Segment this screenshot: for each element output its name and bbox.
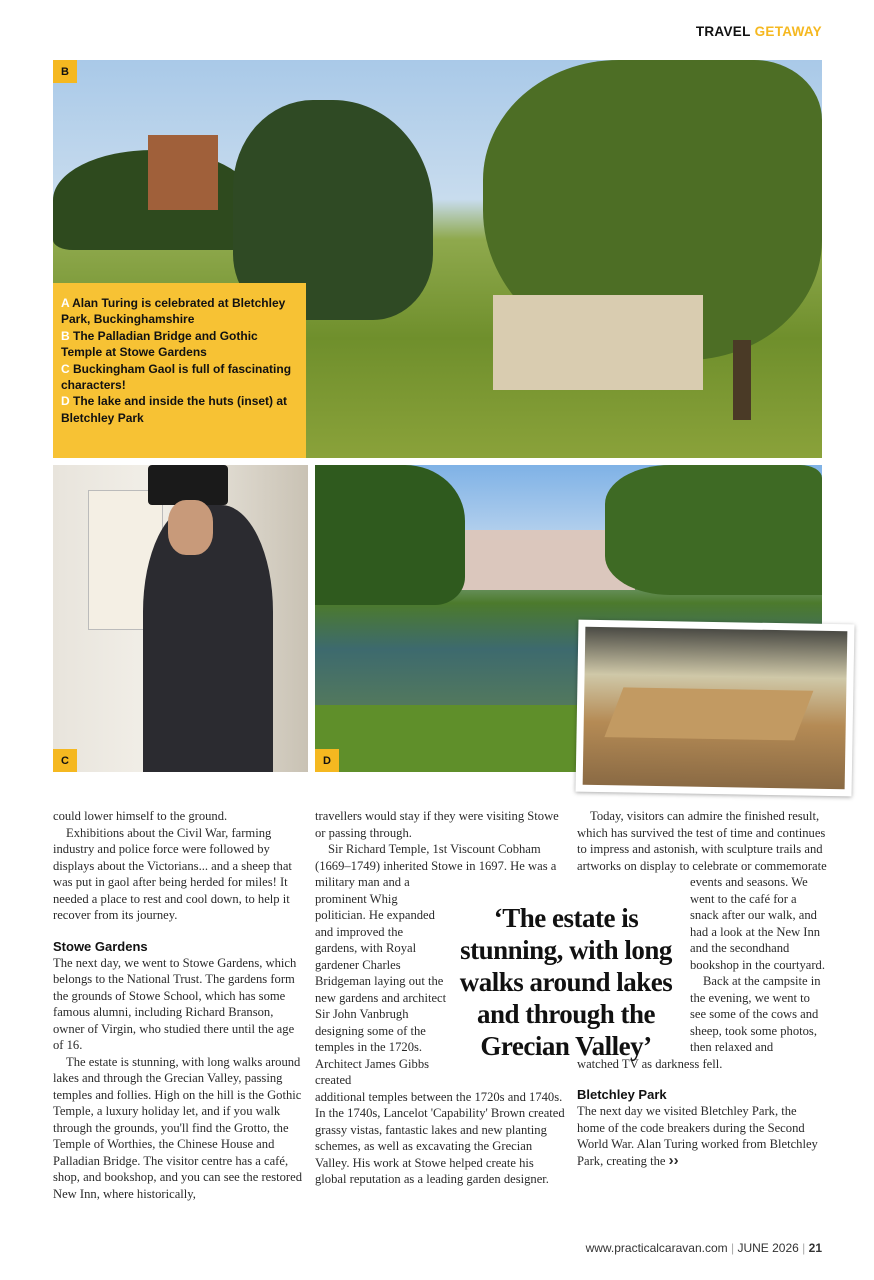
paragraph: Exhibitions about the Civil War, farming industry and police force were followed by displays about the Victorians... and a sheep that was put in gaol after being herded for miles! It needed a place to rest and cool down, to help it recover from its journey. [53,825,292,922]
caption-text: Alan Turing is celebrated at Bletchley Park, Buckinghamshire [61,296,286,327]
paragraph: The next day, we went to Stowe Gardens, which belongs to the National Trust. The gardens form the grounds of Stowe School, which has some famous alumni, including Richard Branson, owner of Virgin, who studied there until the age of 16. [53,955,297,1052]
table [604,687,813,740]
paragraph: prominent Whig politician. He expanded and improved the gardens, with Royal gardener Charles Bridgeman laying out the new gardens and architect Sir John Vanbrugh designing some of the temples in the 1720s. Architect James Gibbs created [315,891,447,1087]
photo-buckingham-gaol [53,465,308,772]
paragraph: travellers would stay if they were visiting Stowe or passing through. [315,809,559,840]
caption-key: A [61,296,70,310]
inset-photo-huts [576,620,855,797]
paragraph: Today, visitors can admire the finished result, which has survived the test of time and continues to impress and astonish, with sculpture trails and artworks on display to celebrate or commemorate [577,809,827,873]
palladian-bridge [493,295,703,390]
gothic-temple [148,135,218,210]
paragraph: events and seasons. We went to the café for a snack after our walk, and had a look at the New Inn and the secondhand bookshop in the courtyard. [690,875,826,972]
continue-arrow-icon: ›› [668,1151,679,1169]
tree-left [315,465,465,605]
photo-caption [53,283,306,458]
section-label: TRAVEL [695,24,751,39]
figure-hat [148,465,228,505]
page-footer: www.practicalcaravan.com | JUNE 2026 | 21 [585,1241,822,1255]
paragraph: could lower himself to the ground. [53,809,228,823]
caption-text: The Palladian Bridge and Gothic Temple at Stowe Gardens [61,328,258,360]
subheading-stowe-gardens: Stowe Gardens [53,938,148,954]
caption-key: C [61,361,70,376]
caption-item [61,328,298,361]
trees-right [605,465,822,595]
column-3 [577,808,827,1169]
pull-quote: ‘The estate is stunning, with long walks around lakes and through the Grecian Valley’ [459,903,673,1061]
caption-text: The lake and inside the huts (inset) at Bletchley Park [61,394,288,425]
caption-key: D [61,394,70,409]
caption-item [61,295,298,328]
reeds [315,705,585,772]
hut-interior [583,627,848,790]
footer-url: www.practicalcaravan.com [585,1241,728,1255]
subsection-label: GETAWAY [754,24,822,39]
photo-badge-b: B [53,60,77,83]
page-number: 21 [808,1241,822,1255]
photo-badge-c: C [53,749,77,772]
caption-text: Buckingham Gaol is full of fascinating characters! [61,361,292,393]
paragraph: additional temples between the 1720s and 1740s. In the 1740s, Lancelot 'Capability' Brown created grassy vistas, fantastic lakes and new planting schemes, as well as excavating the Grecian Valley. His work at Stowe helped create his global reputation as a leading garden designer. [315,1089,565,1186]
tree-trunk [733,340,751,420]
paragraph: watched TV as darkness fell. [577,1056,723,1071]
caption-item [61,361,298,394]
caption-key: B [61,328,70,343]
footer-issue: JUNE 2026 [737,1241,799,1255]
paragraph: The next day we visited Bletchley Park, the home of the code breakers during the Second World War. Alan Turing worked from Bletchley Park, creating the [577,1104,818,1168]
photo-badge-d: D [315,749,339,772]
subheading-bletchley-park: Bletchley Park [577,1087,667,1102]
column-1 [53,808,303,1202]
paragraph: Sir Richard Temple, 1st Viscount Cobham (1669–1749) inherited Stowe in 1697. He was a military man and a [315,842,557,889]
paragraph: Back at the campsite in the evening, we went to see some of the cows and sheep, took some photos, then relaxed and [690,974,821,1054]
figure-face [168,500,213,555]
paragraph: The estate is stunning, with long walks around lakes and through the Grecian Valley, passing temples and follies. High on the hill is the Gothic Temple, a luxury holiday let, and if you walk through the grounds, you'll find the Grotto, the Temple of Worthies, the Chinese House and Palladian Bridge. The visitor centre has a café, shop, and bookshop, and you can see the restored New Inn, where historically, [53,1054,303,1201]
caption-item [61,393,298,426]
section-header [696,24,822,39]
